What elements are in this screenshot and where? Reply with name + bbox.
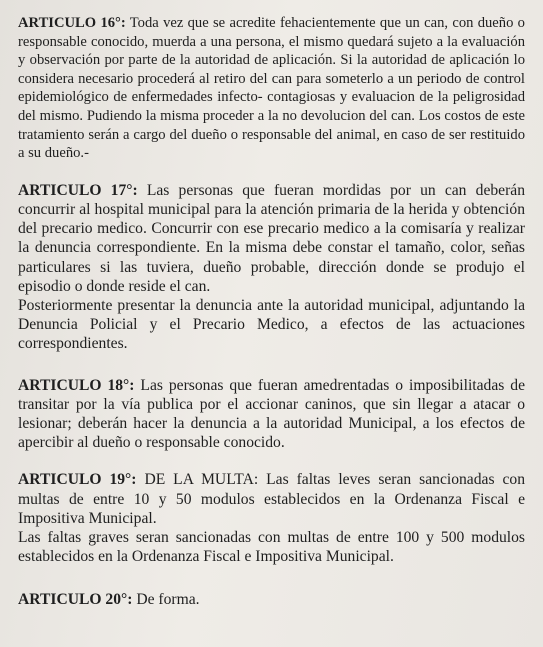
article-20-text: De forma.: [132, 591, 200, 609]
article-19: [18, 470, 525, 528]
article-18-text: Las personas que fueran amedrentadas o imposibilitadas de transitar por la vía publica por el accionar caninos, que sin llegar a atacar o lesionar; deberán hacer la denuncia a la autoridad Municipal, a los efectos de apercibir al dueño o responsable conocido.: [18, 376, 525, 452]
article-17-continuation: Posteriormente presentar la denuncia ante la autoridad municipal, adjuntando la Denuncia Policial y el Precario Medico, a efectos de las actuaciones correspondientes.: [18, 296, 525, 353]
article-17-text: Las personas que fueran mordidas por un can deberán concurrir al hospital municipal para la atención primaria de la herida y obtención del precario medico. Concurrir con ese precario medico a la comisaría y realizar la denuncia correspondiente. En la misma debe constar el tamaño, color, señas particulares si las tuviera, dueño probable, dirección donde se produjo el episodio o donde reside el can.: [18, 181, 525, 295]
article-18: [18, 376, 525, 453]
article-17-heading: ARTICULO 17°:: [18, 181, 138, 199]
article-17: [18, 181, 525, 296]
article-16-heading: ARTICULO 16°:: [18, 15, 126, 31]
article-18-heading: ARTICULO 18°:: [18, 376, 135, 394]
article-19-text: DE LA MULTA: Las faltas leves seran sancionadas con multas de entre 10 y 50 modulos establecidos en la Ordenanza Fiscal e Impositiva Municipal.: [18, 471, 525, 527]
article-19-continuation: Las faltas graves seran sancionadas con multas de entre 100 y 500 modulos establecidos en la Ordenanza Fiscal e Impositiva Municipal.: [18, 529, 525, 566]
article-19-heading: ARTICULO 19°:: [18, 471, 137, 489]
article-20: [18, 590, 525, 609]
article-16-text: Toda vez que se acredite fehacientemente que un can, con dueño o responsable conocido, muerda a una persona, el mismo quedará sujeto a la evaluación y observación por parte de la autoridad de aplicación. Si la autoridad de aplicación lo considera necesario procederá al retiro del can para someterlo a un periodo de control epidemiológico de enfermedades infecto- contagiosas y evaluacion de la peligrosidad del mismo. Pudiendo la misma proceder a la no devolucion del can. Los costos de este tratamiento serán a cargo del dueño o responsable del animal, en caso de ser restituido a su dueño.-: [18, 15, 525, 162]
article-20-heading: ARTICULO 20°:: [18, 591, 133, 609]
article-16: [18, 14, 525, 163]
